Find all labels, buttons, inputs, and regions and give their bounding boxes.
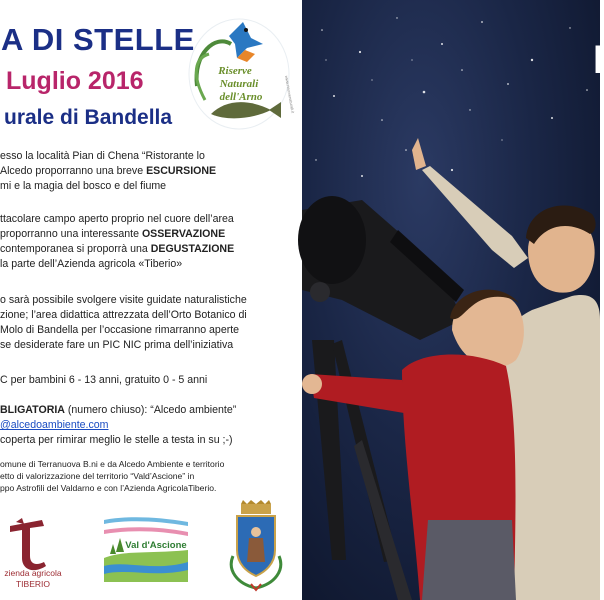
azienda-line1: zienda agricola [4,568,62,578]
poster-date: Luglio 2016 [6,67,144,95]
p2-line2b: OSSERVAZIONE [141,228,226,240]
azienda-line2: TIBERIO [15,579,50,589]
booking-mandatory: BLIGATORIA [0,404,65,416]
riserve-logo-line2: Naturali [219,78,259,90]
azienda-tiberio-text [0,568,66,590]
paragraph-observation [0,212,285,272]
credits-line1: omune di Terranuova B.ni e da Alcedo Ambiente e territorio [0,459,225,469]
paragraph-booking [0,403,285,448]
p1-line3: mi e la magia del bosco e del fiume [0,180,167,192]
p2-line1: ttacolare campo aperto proprio nel cuore dell’area [0,213,234,225]
blanket-note: coperta per rimirar meglio le stelle a testa in su ;-) [0,434,233,446]
credits-line2: etto di valorizzazione del territorio “Vald’Ascione” in [0,471,195,482]
val-dascione-label: Val d'Ascione [125,540,187,551]
riserve-logo-line3: dell'Arno [219,91,263,103]
p3-line1: o sarà possibile svolgere visite guidate naturalistiche [0,294,247,306]
poster-title: A DI STELLE [1,22,195,57]
booking-details: (numero chiuso): “Alcedo ambiente” [64,404,237,416]
riserve-logo-line1: Riserve [218,65,252,77]
p3-line2: zione; l’area didattica attrezzata dell’Orto Botanico di [0,309,247,321]
p1-line2b: ESCURSIONE [146,165,217,177]
p3-line4: se desiderate fare un PIC NIC prima dell’iniziativa [0,339,234,351]
p1-line1: esso la località Pian di Chena “Ristorante lo [0,150,205,162]
paragraph-excursion [0,149,285,194]
p3-line3: Molo di Bandella per l’occasione rimarranno aperte [0,324,240,336]
val-dascione-logo [104,514,188,582]
p2-line3b: DEGUSTAZIONE [150,243,235,255]
price-text: C per bambini 6 - 13 anni, gratuito 0 - 5 anni [0,374,208,386]
starfield-illustration [302,0,600,600]
paragraph-visits [0,293,285,353]
p2-line2a: proporranno una interessante [0,228,142,240]
paragraph-price [0,373,285,388]
riserve-logo-url: www.riservenaturali.it [284,75,296,114]
p1-line2a: Alcedo proporranno una breve [0,165,147,177]
email-link[interactable]: @alcedoambiente.com [0,419,109,431]
partial-heading-letter: I [592,38,604,82]
credits-line3: ppo Astrofili del Valdarno e con l’Azienda AgricolaTiberio. [0,483,217,494]
stargazing-photo [302,0,604,600]
terranuova-crest-logo [223,500,289,592]
paragraph-credits [0,458,285,495]
p2-line4: la parte dell’Azienda agricola «Tiberio» [0,258,183,270]
riserve-naturali-logo [185,14,296,132]
p2-line3a: contemporanea si proporrà una [0,243,151,255]
poster-location: urale di Bandella [4,106,173,129]
